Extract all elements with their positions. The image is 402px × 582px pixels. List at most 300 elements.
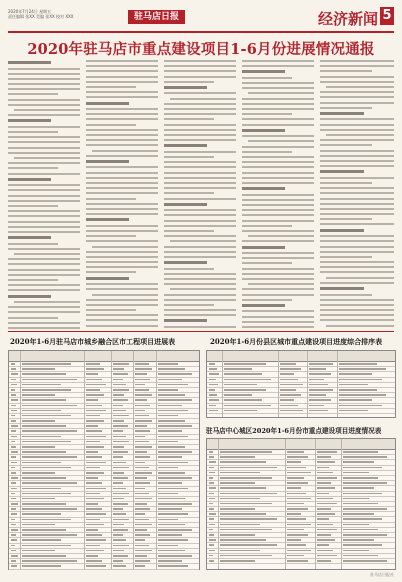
text-line xyxy=(8,73,80,75)
table-cell xyxy=(11,477,18,479)
text-line xyxy=(86,76,158,78)
text-line xyxy=(320,235,394,237)
table-cell xyxy=(11,498,16,500)
table-cell xyxy=(309,379,323,381)
text-line xyxy=(320,129,394,131)
table-cell xyxy=(113,534,123,536)
table-cell xyxy=(135,368,152,370)
table-cell xyxy=(317,529,337,531)
table-cell xyxy=(135,441,149,443)
table-cell xyxy=(317,555,337,557)
table-cell xyxy=(343,555,378,557)
table-cell xyxy=(287,472,310,474)
column-divider xyxy=(111,351,112,569)
table-cell xyxy=(309,410,328,412)
table-cell xyxy=(22,524,55,526)
table-cell xyxy=(22,513,60,515)
column-divider xyxy=(337,351,338,417)
table-cell xyxy=(158,545,179,547)
table-cell xyxy=(339,379,381,381)
table-cell xyxy=(220,456,255,458)
table-cell xyxy=(113,513,127,515)
table-cell xyxy=(339,399,372,401)
table-cell xyxy=(135,394,152,396)
table-cell xyxy=(86,415,100,417)
text-line xyxy=(8,141,80,143)
section-title: 经济新闻 xyxy=(317,10,378,28)
text-line xyxy=(86,129,158,131)
text-line xyxy=(242,118,314,120)
table-cell xyxy=(209,539,216,541)
table-cell xyxy=(287,550,310,552)
table-cell xyxy=(158,462,189,464)
table-cell xyxy=(158,498,185,500)
text-line xyxy=(170,288,236,290)
text-line xyxy=(8,78,80,80)
table-cell xyxy=(158,451,192,453)
middle-table-title: 驻马店中心城区2020年1-6月份市重点建设项目进度情况表 xyxy=(206,427,382,435)
table-cell xyxy=(158,472,185,474)
text-line xyxy=(170,98,236,100)
table-cell xyxy=(113,425,128,427)
table-cell xyxy=(317,560,331,562)
text-line xyxy=(14,157,80,159)
text-line xyxy=(164,314,236,316)
text-line xyxy=(242,278,314,280)
table-cell xyxy=(11,420,16,422)
table-cell xyxy=(224,363,266,365)
table-cell xyxy=(11,399,18,401)
table-cell xyxy=(343,560,387,562)
table-cell xyxy=(280,410,303,412)
table-cell xyxy=(86,394,104,396)
table-cell xyxy=(113,565,127,567)
table-cell xyxy=(317,487,335,489)
table-cell xyxy=(209,498,215,500)
text-line xyxy=(86,81,158,83)
table-cell xyxy=(280,389,296,391)
text-line xyxy=(164,251,236,253)
table-cell xyxy=(287,482,308,484)
table-cell xyxy=(158,363,179,365)
table-cell xyxy=(224,405,271,407)
table-cell xyxy=(22,373,66,375)
table-cell xyxy=(86,529,98,531)
text-line xyxy=(242,65,314,67)
subheading-line xyxy=(8,178,51,181)
table-cell xyxy=(224,410,257,412)
table-cell xyxy=(113,519,130,521)
table-cell xyxy=(11,425,18,427)
table-cell xyxy=(287,461,301,463)
text-line xyxy=(8,88,80,90)
table-cell xyxy=(158,508,182,510)
city-table-header xyxy=(207,439,395,450)
text-line xyxy=(320,261,394,263)
table-cell xyxy=(135,379,150,381)
text-line xyxy=(242,326,314,328)
text-line xyxy=(320,150,394,152)
table-cell xyxy=(317,503,337,505)
table-cell xyxy=(135,446,152,448)
table-cell xyxy=(86,405,102,407)
table-cell xyxy=(135,550,152,552)
column-divider xyxy=(84,351,85,569)
table-cell xyxy=(158,529,192,531)
table-cell xyxy=(86,534,102,536)
table-cell xyxy=(86,555,98,557)
text-line xyxy=(242,230,314,232)
table-cell xyxy=(287,477,303,479)
table-cell xyxy=(113,415,130,417)
table-cell xyxy=(317,467,329,469)
table-cell xyxy=(22,420,55,422)
text-line xyxy=(164,134,236,136)
table-cell xyxy=(287,493,306,495)
table-cell xyxy=(135,534,150,536)
table-cell xyxy=(86,425,98,427)
text-line xyxy=(242,60,314,62)
column-divider xyxy=(133,351,134,569)
table-cell xyxy=(22,368,55,370)
table-cell xyxy=(86,446,104,448)
text-line xyxy=(8,289,80,291)
column-divider xyxy=(341,439,342,569)
table-cell xyxy=(22,446,55,448)
table-cell xyxy=(309,368,325,370)
text-line xyxy=(86,172,158,174)
text-line xyxy=(86,86,136,88)
table-cell xyxy=(113,482,123,484)
table-cell xyxy=(309,384,328,386)
table-cell xyxy=(209,472,215,474)
text-line xyxy=(320,251,394,253)
text-line xyxy=(164,299,236,301)
text-line xyxy=(164,124,236,126)
table-cell xyxy=(11,415,15,417)
text-line xyxy=(8,104,80,106)
table-cell xyxy=(287,487,301,489)
table-cell xyxy=(209,555,213,557)
article-column-3 xyxy=(164,60,236,328)
table-cell xyxy=(209,389,215,391)
table-cell xyxy=(158,425,192,427)
table-cell xyxy=(135,545,149,547)
table-cell xyxy=(113,384,127,386)
text-line xyxy=(164,103,236,105)
table-cell xyxy=(86,472,104,474)
text-line xyxy=(164,108,236,110)
text-line xyxy=(320,76,394,78)
subheading-line xyxy=(320,112,364,115)
table-cell xyxy=(135,503,147,505)
table-cell xyxy=(280,373,294,375)
article-body xyxy=(8,60,394,328)
table-cell xyxy=(209,373,219,375)
table-cell xyxy=(209,560,214,562)
subheading-line xyxy=(242,70,285,73)
table-cell xyxy=(11,384,17,386)
table-cell xyxy=(158,477,192,479)
table-cell xyxy=(209,477,213,479)
text-line xyxy=(242,316,314,318)
text-line xyxy=(8,152,80,154)
table-cell xyxy=(135,555,147,557)
table-cell xyxy=(135,519,149,521)
table-cell xyxy=(86,389,100,391)
text-line xyxy=(326,325,394,327)
text-line xyxy=(326,277,394,279)
table-cell xyxy=(113,363,130,365)
text-line xyxy=(242,135,314,137)
table-cell xyxy=(113,545,130,547)
text-line xyxy=(320,246,394,248)
table-cell xyxy=(158,384,189,386)
table-cell xyxy=(11,482,16,484)
text-line xyxy=(92,246,158,248)
text-line xyxy=(242,108,314,110)
table-cell xyxy=(86,482,102,484)
table-cell xyxy=(11,441,15,443)
article-column-4 xyxy=(242,60,314,328)
table-row xyxy=(207,559,395,564)
text-line xyxy=(86,251,158,253)
text-line xyxy=(86,198,136,200)
table-cell xyxy=(220,498,260,500)
table-cell xyxy=(343,550,369,552)
table-cell xyxy=(209,405,216,407)
table-cell xyxy=(209,363,215,365)
table-cell xyxy=(158,441,179,443)
table-cell xyxy=(11,555,18,557)
table-cell xyxy=(11,462,17,464)
table-cell xyxy=(158,519,179,521)
table-cell xyxy=(209,482,214,484)
table-cell xyxy=(113,467,130,469)
text-line xyxy=(320,192,394,194)
table-cell xyxy=(224,373,262,375)
text-line xyxy=(242,194,314,196)
text-line xyxy=(242,103,314,105)
text-line xyxy=(164,177,236,179)
table-cell xyxy=(113,488,127,490)
table-cell xyxy=(86,420,104,422)
table-cell xyxy=(22,503,66,505)
table-cell xyxy=(113,503,128,505)
text-line xyxy=(242,182,314,184)
text-line xyxy=(164,129,236,131)
table-cell xyxy=(317,534,331,536)
text-line xyxy=(320,124,394,126)
text-line xyxy=(242,288,314,290)
table-cell xyxy=(317,456,331,458)
text-line xyxy=(320,319,394,321)
text-line xyxy=(242,220,314,222)
text-line xyxy=(242,98,314,100)
table-cell xyxy=(209,410,218,412)
table-cell xyxy=(317,513,335,515)
text-line xyxy=(86,134,158,136)
table-cell xyxy=(224,368,252,370)
table-cell xyxy=(22,482,77,484)
text-line xyxy=(242,268,314,270)
table-cell xyxy=(11,488,17,490)
table-cell xyxy=(113,379,123,381)
table-cell xyxy=(287,456,308,458)
table-cell xyxy=(339,368,386,370)
table-cell xyxy=(135,451,147,453)
text-line xyxy=(164,151,236,153)
table-cell xyxy=(22,565,60,567)
text-line xyxy=(8,243,58,245)
table-cell xyxy=(287,508,308,510)
text-line xyxy=(8,263,80,265)
table-cell xyxy=(224,399,262,401)
text-line xyxy=(8,147,80,149)
table-cell xyxy=(158,456,182,458)
table-cell xyxy=(343,456,387,458)
table-cell xyxy=(287,513,301,515)
table-cell xyxy=(11,508,16,510)
table-cell xyxy=(86,503,98,505)
table-cell xyxy=(339,373,372,375)
table-cell xyxy=(113,451,128,453)
text-line xyxy=(320,218,372,220)
text-line xyxy=(164,156,214,158)
table-cell xyxy=(135,363,149,365)
text-line xyxy=(86,213,158,215)
text-line xyxy=(86,187,158,189)
text-line xyxy=(320,65,394,67)
table-cell xyxy=(22,498,55,500)
table-cell xyxy=(220,550,260,552)
table-cell xyxy=(11,389,15,391)
table-cell xyxy=(343,513,374,515)
text-line xyxy=(320,203,394,205)
text-line xyxy=(320,70,372,72)
paper-logo: 驻马店日报 xyxy=(128,10,185,24)
text-line xyxy=(320,294,372,296)
table-cell xyxy=(158,555,192,557)
table-cell xyxy=(113,394,125,396)
text-line xyxy=(86,177,158,179)
table-cell xyxy=(11,545,15,547)
text-line xyxy=(320,144,372,146)
text-line xyxy=(164,283,236,285)
table-cell xyxy=(209,493,214,495)
table-cell xyxy=(280,368,301,370)
table-cell xyxy=(135,430,150,432)
table-cell xyxy=(11,368,16,370)
table-cell xyxy=(220,461,266,463)
table-cell xyxy=(22,363,71,365)
page-number: 5 xyxy=(380,7,394,25)
table-cell xyxy=(317,498,333,500)
table-cell xyxy=(113,410,127,412)
text-line xyxy=(320,139,394,141)
text-line xyxy=(86,266,158,268)
table-cell xyxy=(343,451,378,453)
subheading-line xyxy=(86,102,129,105)
table-cell xyxy=(11,467,15,469)
table-cell xyxy=(135,405,150,407)
text-line xyxy=(164,235,236,237)
table-cell xyxy=(224,379,271,381)
table-cell xyxy=(11,451,18,453)
text-line xyxy=(8,317,58,319)
text-line xyxy=(8,167,58,169)
issue-date: 2020年7月24日 星期五 xyxy=(8,9,52,14)
text-line xyxy=(8,114,80,116)
table-cell xyxy=(343,498,369,500)
text-line xyxy=(164,118,214,120)
text-line xyxy=(8,215,80,217)
table-cell xyxy=(309,394,325,396)
table-cell xyxy=(158,513,189,515)
issue-info xyxy=(8,9,98,19)
table-cell xyxy=(86,565,106,567)
table-cell xyxy=(113,524,125,526)
table-cell xyxy=(135,436,145,438)
column-divider xyxy=(285,439,286,569)
table-cell xyxy=(11,394,16,396)
table-cell xyxy=(135,467,149,469)
table-cell xyxy=(209,544,214,546)
text-line xyxy=(320,187,394,189)
table-cell xyxy=(317,461,335,463)
table-cell xyxy=(220,477,272,479)
table-cell xyxy=(113,472,125,474)
table-cell xyxy=(343,529,378,531)
subheading-line xyxy=(164,203,207,206)
table-cell xyxy=(220,487,266,489)
subheading-line xyxy=(8,119,51,122)
table-cell xyxy=(220,493,277,495)
text-line xyxy=(8,279,58,281)
table-cell xyxy=(317,477,337,479)
table-cell xyxy=(113,493,130,495)
text-line xyxy=(8,210,80,212)
text-line xyxy=(320,107,372,109)
table-cell xyxy=(135,410,145,412)
text-line xyxy=(248,140,314,142)
table-cell xyxy=(280,399,294,401)
table-cell xyxy=(343,493,382,495)
table-cell xyxy=(209,451,213,453)
subheading-line xyxy=(164,261,207,264)
text-line xyxy=(242,262,292,264)
text-line xyxy=(86,96,158,98)
table-row xyxy=(207,409,395,414)
text-line xyxy=(164,182,236,184)
table-cell xyxy=(220,560,255,562)
table-cell xyxy=(135,482,150,484)
table-cell xyxy=(158,410,189,412)
table-cell xyxy=(287,555,303,557)
table-cell xyxy=(339,410,367,412)
table-cell xyxy=(220,544,277,546)
table-cell xyxy=(339,394,386,396)
text-line xyxy=(8,311,80,313)
table-cell xyxy=(309,399,330,401)
table-cell xyxy=(86,462,106,464)
table-cell xyxy=(280,363,296,365)
table-cell xyxy=(287,529,303,531)
subheading-line xyxy=(164,86,207,89)
text-line xyxy=(164,230,214,232)
text-line xyxy=(242,257,314,259)
table-cell xyxy=(135,425,147,427)
